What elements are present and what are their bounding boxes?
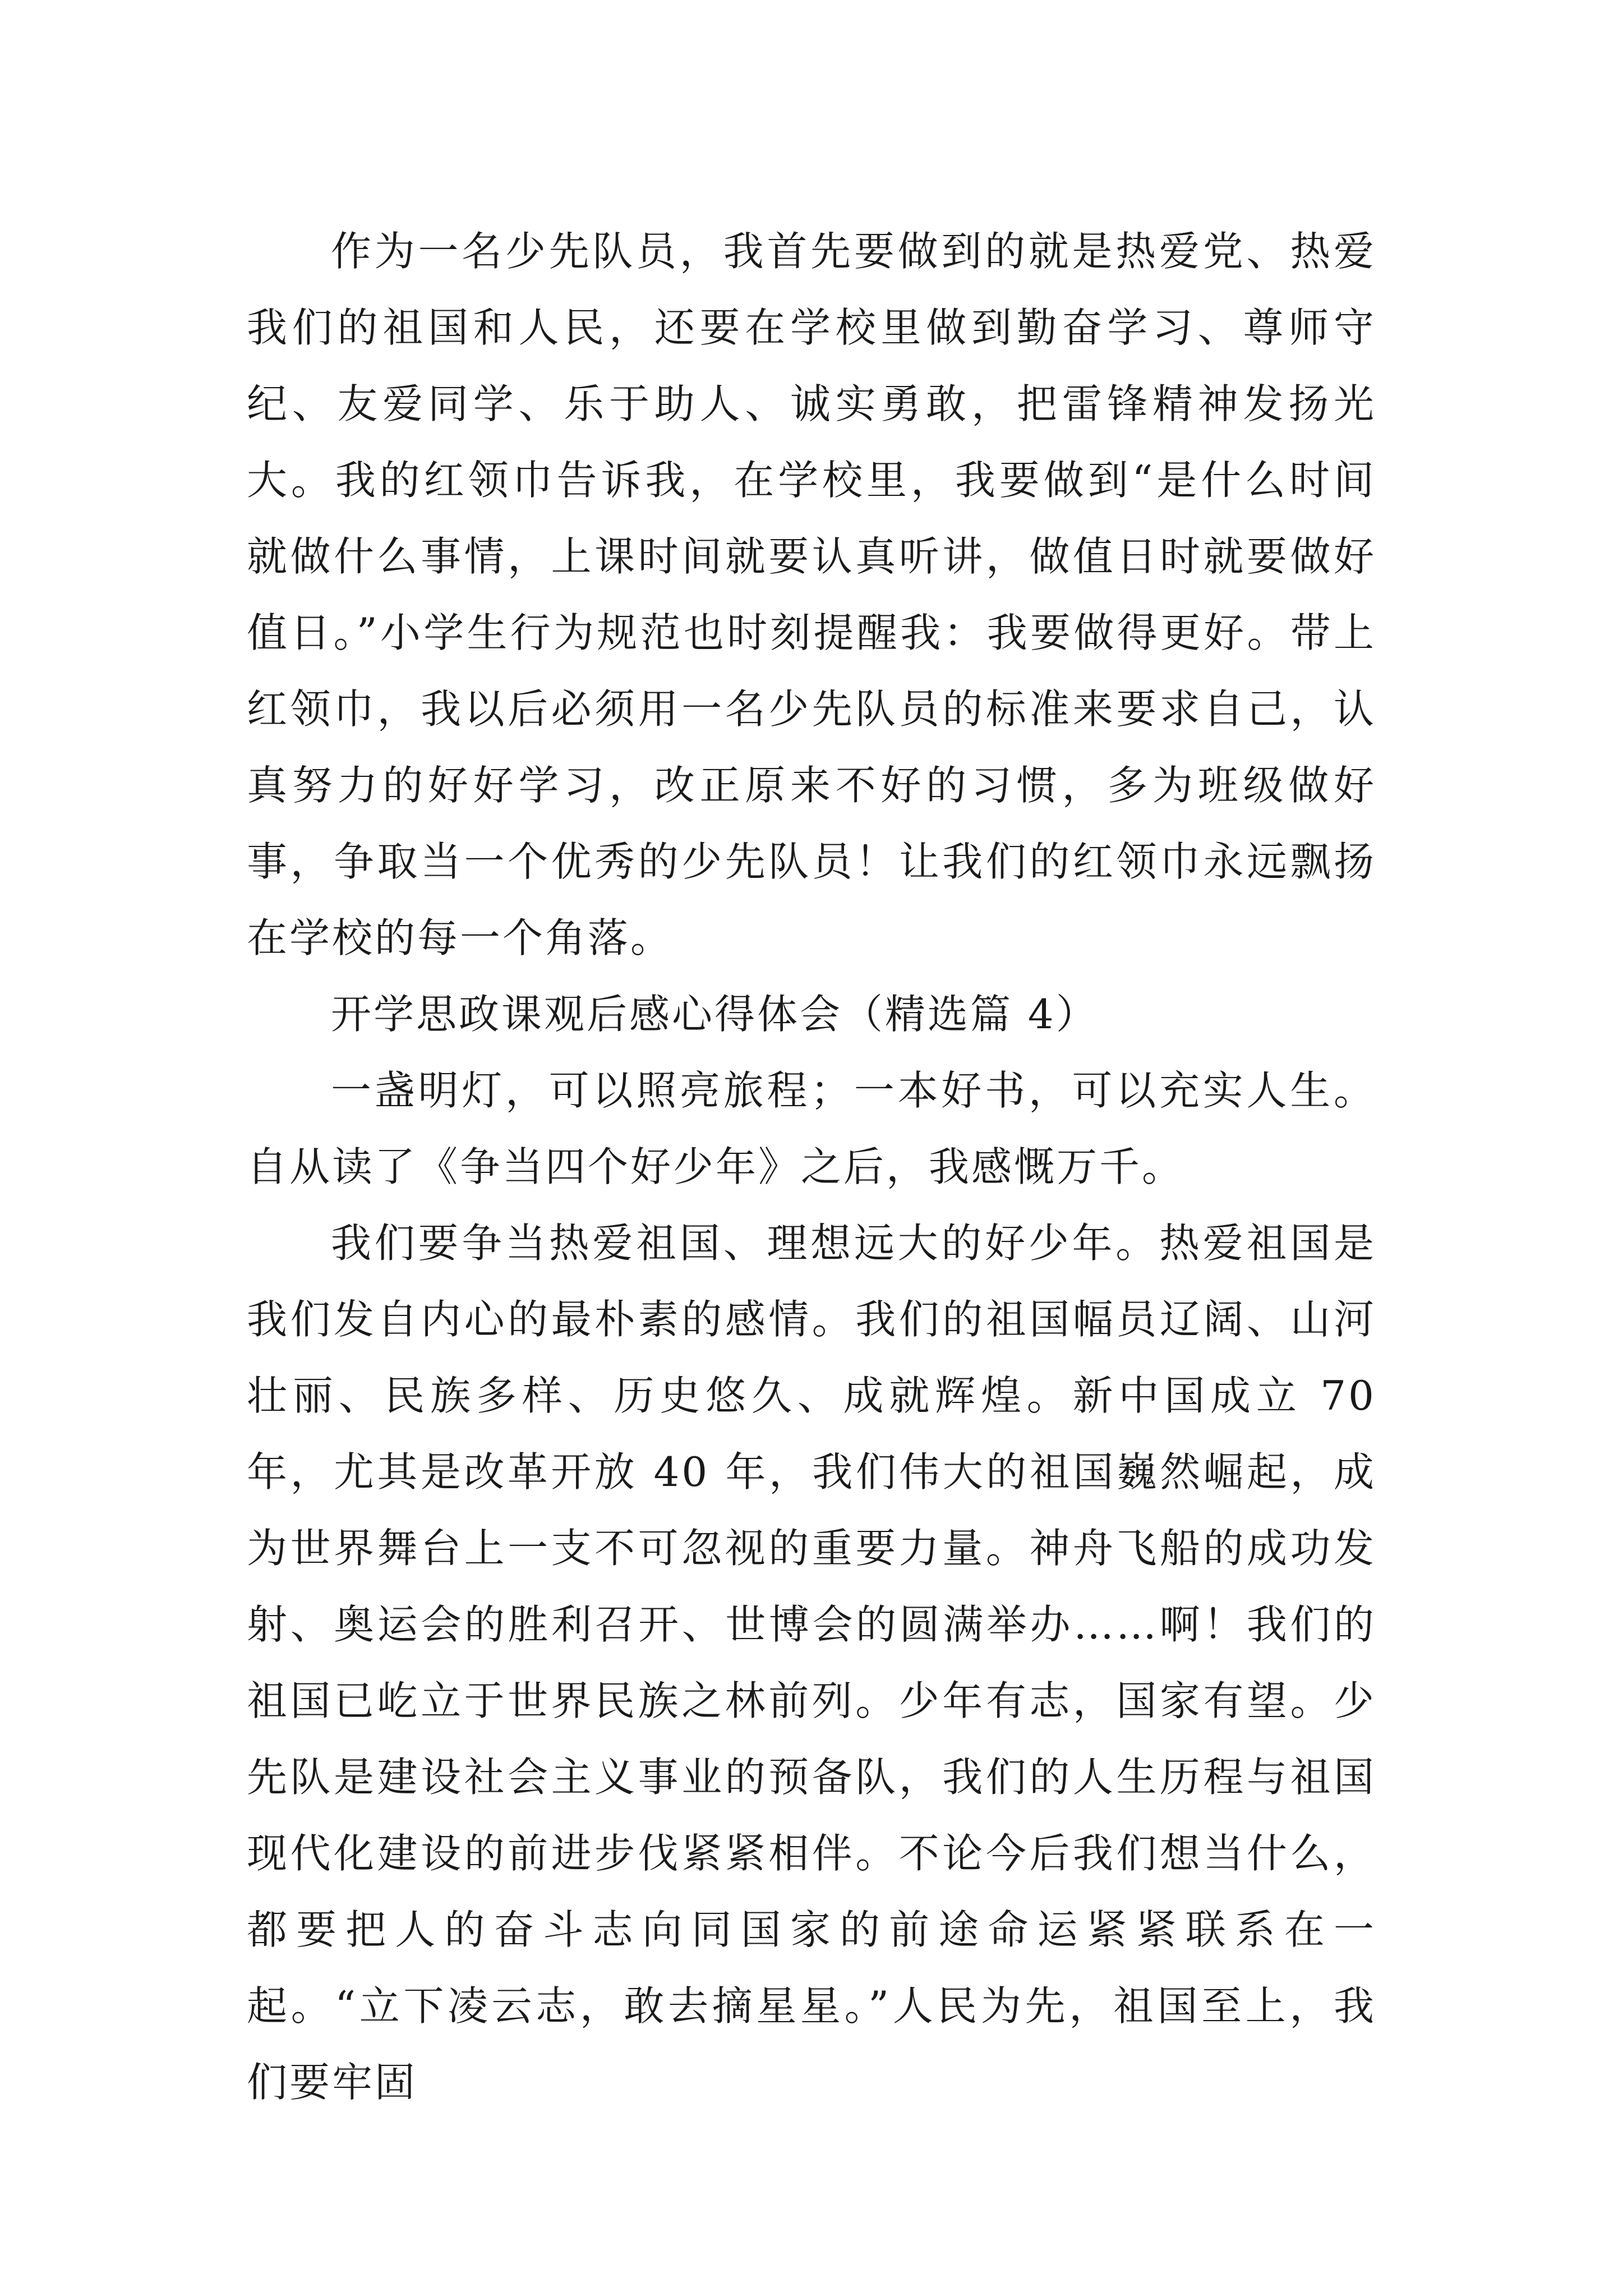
paragraph-love-motherland: 我们要争当热爱祖国、理想远大的好少年。热爱祖国是我们发自内心的最朴素的感情。我们的祖国幅员辽阔、山河壮丽、民族多样、历史悠久、成就辉煌。新中国成立 70 年，尤其是改革开放 40 年，我们伟大的祖国巍然崛起，成为世界舞台上一支不可忽视的重要力量。神舟飞船的成功发射、奥运会的胜利召开、世博会的圆满举办……啊！我们的祖国已屹立于世界民族之林前列。少年有志，国家有望。少先队是建设社会主义事业的预备队，我们的人生历程与祖国现代化建设的前进步伐紧紧相伴。不论今后我们想当什么，都要把人的奋斗志向同国家的前途命运紧紧联系在一起。“立下凌云志，敢去摘星星。”人民为先，祖国至上，我们要牢固 xyxy=(247,1220,1376,2106)
paragraph-red-scarf: 作为一名少先队员，我首先要做到的就是热爱党、热爱我们的祖国和人民，还要在学校里做到勤奋学习、尊师守纪、友爱同学、乐于助人、诚实勇敢，把雷锋精神发扬光大。我的红领巾告诉我，在学校里，我要做到“是什么时间就做什么事情，上课时间就要认真听讲，做值日时就要做好值日。”小学生行为规范也时刻提醒我：我要做得更好。带上红领巾，我以后必须用一名少先队员的标准来要求自己，认真努力的好好学习，改正原来不好的习惯，多为班级做好事，争取当一个优秀的少先队员！让我们的红领巾永远飘扬在学校的每一个角落。 xyxy=(247,228,1376,961)
paragraph-good-book: 一盏明灯，可以照亮旅程；一本好书，可以充实人生。自从读了《争当四个好少年》之后，我感慨万千。 xyxy=(247,1067,1376,1190)
section-heading: 开学思政课观后感心得体会（精选篇 4） xyxy=(331,991,1099,1038)
document-body xyxy=(247,213,1376,2120)
